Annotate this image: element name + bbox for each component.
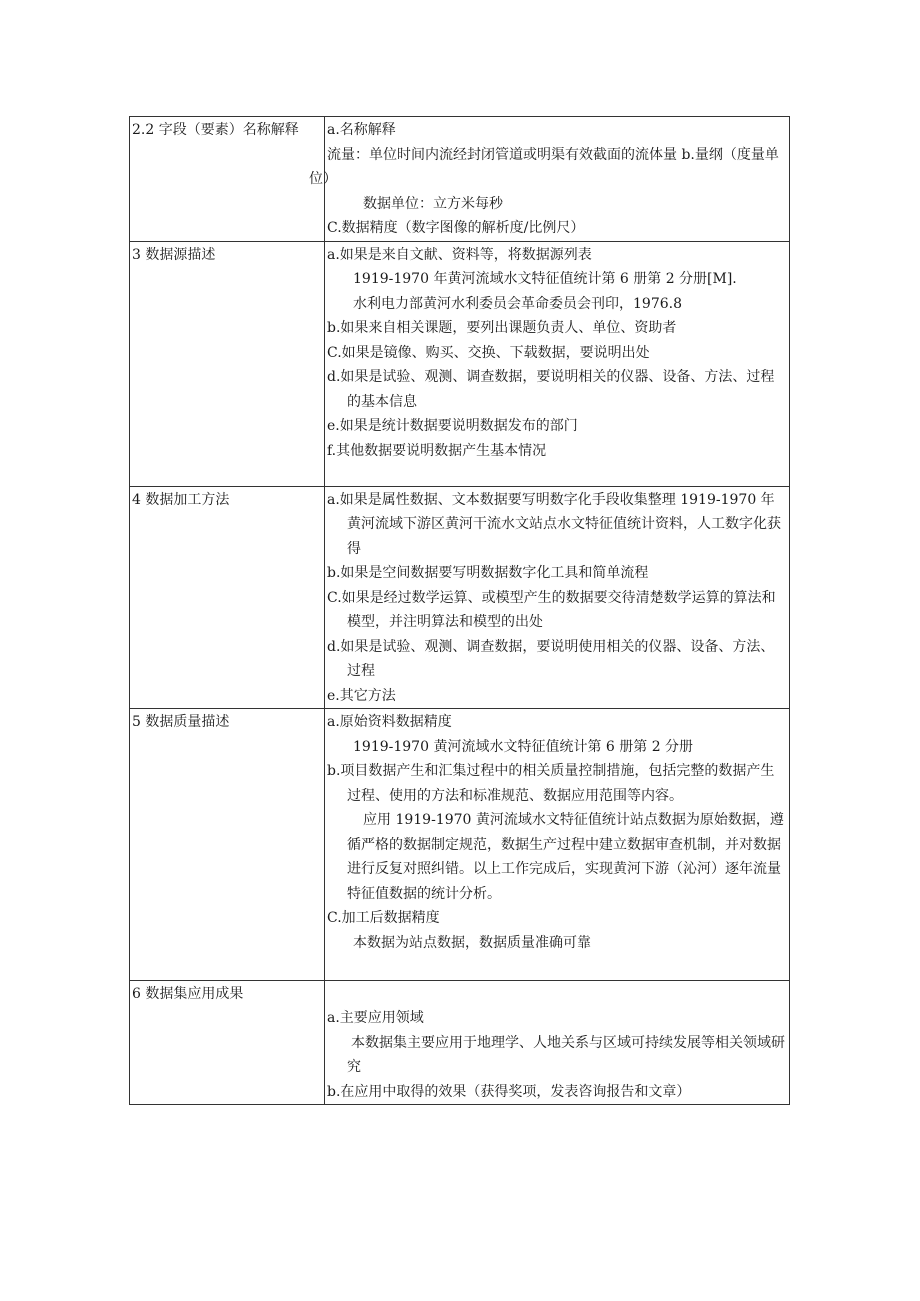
row-content — [325, 486, 790, 709]
content-line: 本数据集主要应用于地理学、人地关系与区域可持续发展等相关领域研究 — [347, 1034, 785, 1075]
row-label: 3 数据源描述 — [130, 241, 325, 486]
content-line: d.如果是试验、观测、调查数据，要说明使用相关的仪器、设备、方法、过程 — [327, 638, 775, 679]
content-line: b.项目数据产生和汇集过程中的相关质量控制措施，包括完整的数据产生过程、使用的方法和标准规范、数据应用范围等内容。 — [327, 763, 775, 804]
content-line: e.其它方法 — [327, 687, 396, 704]
content-line: d.如果是试验、观测、调查数据，要说明相关的仪器、设备、方法、过程的基本信息 — [327, 369, 775, 410]
row-content — [325, 980, 790, 1105]
content-line: 数据单位：立方米每秒 — [363, 195, 503, 212]
row-label: 6 数据集应用成果 — [130, 980, 325, 1105]
row-content — [325, 241, 790, 486]
content-line: b.如果是空间数据要写明数据数字化工具和简单流程 — [327, 565, 649, 581]
content-line: 1919-1970 年黄河流域水文特征值统计第 6 册第 2 分册[M]. — [353, 271, 737, 287]
row-label: 4 数据加工方法 — [130, 486, 325, 709]
row-label: 5 数据质量描述 — [130, 709, 325, 981]
content-line: b.在应用中取得的效果（获得奖项，发表咨询报告和文章） — [327, 1083, 691, 1100]
row-content — [309, 117, 790, 242]
content-line: 应用 1919-1970 黄河流域水文特征值统计站点数据为原始数据，遵循严格的数据制定规范，数据生产过程中建立数据审查机制，并对数据进行反复对照纠错。以上工作完成后，实现黄河下游（沁河）逐年流量特征值数据的统计分析。 — [347, 812, 784, 902]
content-line: C.加工后数据精度 — [327, 910, 440, 926]
content-line: C.数据精度（数字图像的解析度/比例尺） — [327, 220, 585, 236]
row-content — [325, 709, 790, 981]
row-label: 2.2 字段（要素）名称解释 — [130, 117, 325, 242]
content-line: e.如果是统计数据要说明数据发布的部门 — [327, 418, 578, 434]
content-line: C.如果是镜像、购买、交换、下载数据，要说明出处 — [327, 344, 650, 361]
metadata-table — [129, 116, 790, 1105]
blank-line — [327, 982, 785, 1007]
table-row — [130, 486, 790, 709]
table-row — [130, 241, 790, 486]
table-row — [130, 709, 790, 981]
content-line: 流量：单位时间内流经封闭管道或明渠有效截面的流体量 b.量纲（度量单位） — [309, 146, 779, 187]
content-line: a.名称解释 — [327, 122, 396, 138]
content-line: 水利电力部黄河水利委员会革命委员会刊印，1976.8 — [353, 295, 682, 312]
content-line: 本数据为站点数据，数据质量准确可靠 — [353, 934, 591, 951]
content-line: b.如果来自相关课题，要列出课题负责人、单位、资助者 — [327, 320, 677, 336]
content-line: a.主要应用领域 — [327, 1010, 424, 1026]
table-row — [130, 117, 790, 242]
table-row — [130, 980, 790, 1105]
content-line: f.其他数据要说明数据产生基本情况 — [327, 442, 547, 459]
content-line: a.原始资料数据精度 — [327, 714, 452, 730]
content-line: a.如果是来自文献、资料等，将数据源列表 — [327, 246, 592, 263]
blank-line — [327, 955, 785, 980]
content-line: 1919-1970 黄河流域水文特征值统计第 6 册第 2 分册 — [353, 738, 694, 755]
content-line: a.如果是属性数据、文本数据要写明数字化手段收集整理 1919-1970 年黄河流域下游区黄河干流水文站点水文特征值统计资料，人工数字化获得 — [327, 491, 781, 557]
content-line: C.如果是经过数学运算、或模型产生的数据要交待清楚数学运算的算法和模型，并注明算法和模型的出处 — [327, 589, 776, 630]
